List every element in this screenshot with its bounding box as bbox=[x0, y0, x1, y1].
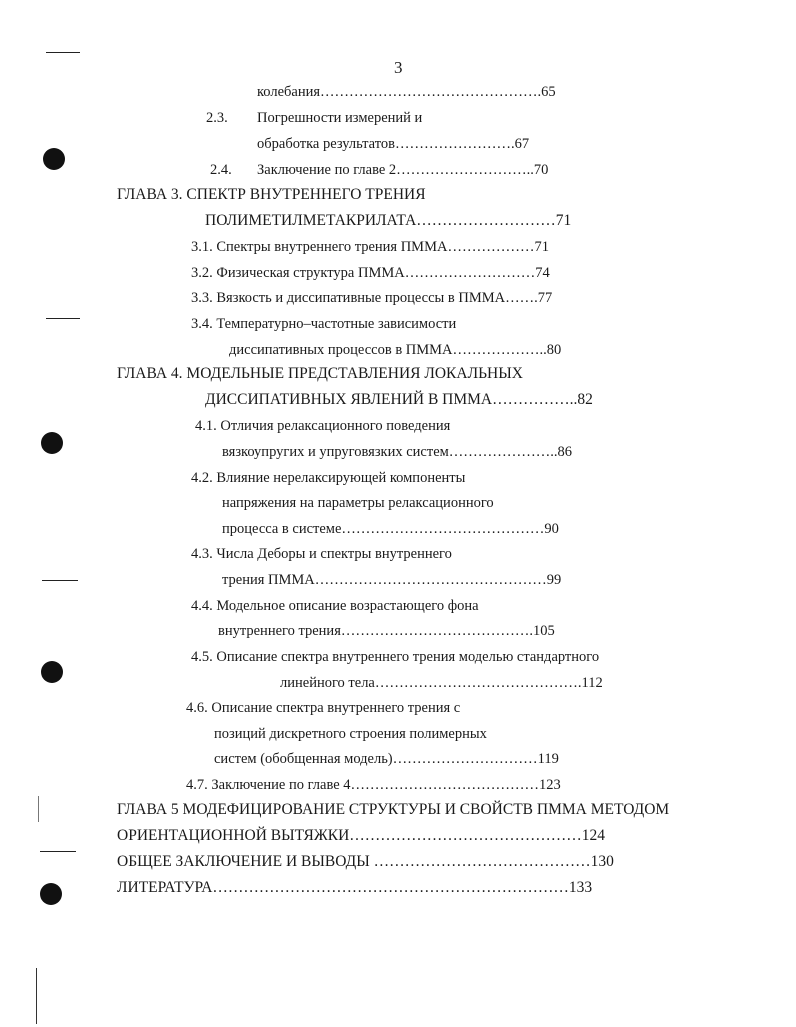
toc-entry: Заключение по главе 2………………………..70 bbox=[257, 162, 549, 178]
margin-line bbox=[46, 318, 80, 319]
toc-references-heading: ЛИТЕРАТУРА……………………………………………………………133 bbox=[117, 879, 593, 896]
toc-entry: диссипативных процессов в ПММА………………..80 bbox=[229, 342, 562, 358]
toc-chapter-heading: ГЛАВА 4. МОДЕЛЬНЫЕ ПРЕДСТАВЛЕНИЯ ЛОКАЛЬНЫХ bbox=[117, 365, 523, 382]
toc-section-number: 2.3. bbox=[206, 110, 228, 126]
toc-entry: 4.5. Описание спектра внутреннего трения моделью стандартного bbox=[191, 649, 600, 665]
toc-entry: 4.7. Заключение по главе 4…………………………………123 bbox=[186, 777, 561, 793]
toc-entry: систем (обобщенная модель)…………………………119 bbox=[214, 751, 559, 767]
toc-entry: колебания……………………………………….65 bbox=[257, 84, 556, 100]
margin-line bbox=[40, 851, 76, 852]
toc-section-number: 2.4. bbox=[210, 162, 232, 178]
toc-entry: линейного тела…………………………………….112 bbox=[280, 675, 603, 691]
toc-entry: позиций дискретного строения полимерных bbox=[214, 726, 487, 742]
toc-entry: 4.4. Модельное описание возрастающего фона bbox=[191, 598, 479, 614]
toc-entry: 3.4. Температурно–частотные зависимости bbox=[191, 316, 457, 332]
binder-hole bbox=[41, 661, 63, 683]
toc-entry: 3.1. Спектры внутреннего трения ПММА………………71 bbox=[191, 239, 549, 255]
toc-entry: напряжения на параметры релаксационного bbox=[222, 495, 494, 511]
toc-entry: 4.2. Влияние нерелаксирующей компоненты bbox=[191, 470, 466, 486]
toc-entry: 3.3. Вязкость и диссипативные процессы в ПММА…….77 bbox=[191, 290, 553, 306]
toc-entry: процесса в системе……………………………………90 bbox=[222, 521, 559, 537]
scan-edge-mark bbox=[38, 796, 39, 822]
toc-entry: обработка результатов…………………….67 bbox=[257, 136, 530, 152]
toc-chapter-heading: ГЛАВА 5 МОДЕФИЦИРОВАНИЕ СТРУКТУРЫ И СВОЙСТВ ПММА МЕТОДОМ bbox=[117, 801, 670, 818]
toc-entry: внутреннего трения………………………………….105 bbox=[218, 623, 555, 639]
toc-entry: 4.6. Описание спектра внутреннего трения с bbox=[186, 700, 461, 716]
binder-hole bbox=[43, 148, 65, 170]
scan-edge-mark bbox=[36, 968, 37, 1024]
toc-entry: 3.2. Физическая структура ПММА………………………74 bbox=[191, 265, 550, 281]
toc-entry: 4.3. Числа Деборы и спектры внутреннего bbox=[191, 546, 452, 562]
margin-line bbox=[42, 580, 78, 581]
toc-entry: вязкоупругих и упруговязких систем…………………..86 bbox=[222, 444, 573, 460]
toc-chapter-heading: ПОЛИМЕТИЛМЕТАКРИЛАТА………………………71 bbox=[205, 212, 572, 229]
toc-chapter-heading: ДИССИПАТИВНЫХ ЯВЛЕНИЙ В ПММА……………..82 bbox=[205, 391, 593, 408]
binder-hole bbox=[40, 883, 62, 905]
toc-entry: 4.1. Отличия релаксационного поведения bbox=[195, 418, 451, 434]
binder-hole bbox=[41, 432, 63, 454]
toc-entry: трения ПММА…………………………………………99 bbox=[222, 572, 562, 588]
page-number: 3 bbox=[394, 58, 403, 77]
toc-chapter-heading: ОРИЕНТАЦИОННОЙ ВЫТЯЖКИ………………………………………124 bbox=[117, 827, 606, 844]
toc-conclusion-heading: ОБЩЕЕ ЗАКЛЮЧЕНИЕ И ВЫВОДЫ ……………………………………130 bbox=[117, 853, 614, 870]
margin-line bbox=[46, 52, 80, 53]
toc-chapter-heading: ГЛАВА 3. СПЕКТР ВНУТРЕННЕГО ТРЕНИЯ bbox=[117, 186, 426, 203]
toc-entry: Погрешности измерений и bbox=[257, 110, 423, 126]
